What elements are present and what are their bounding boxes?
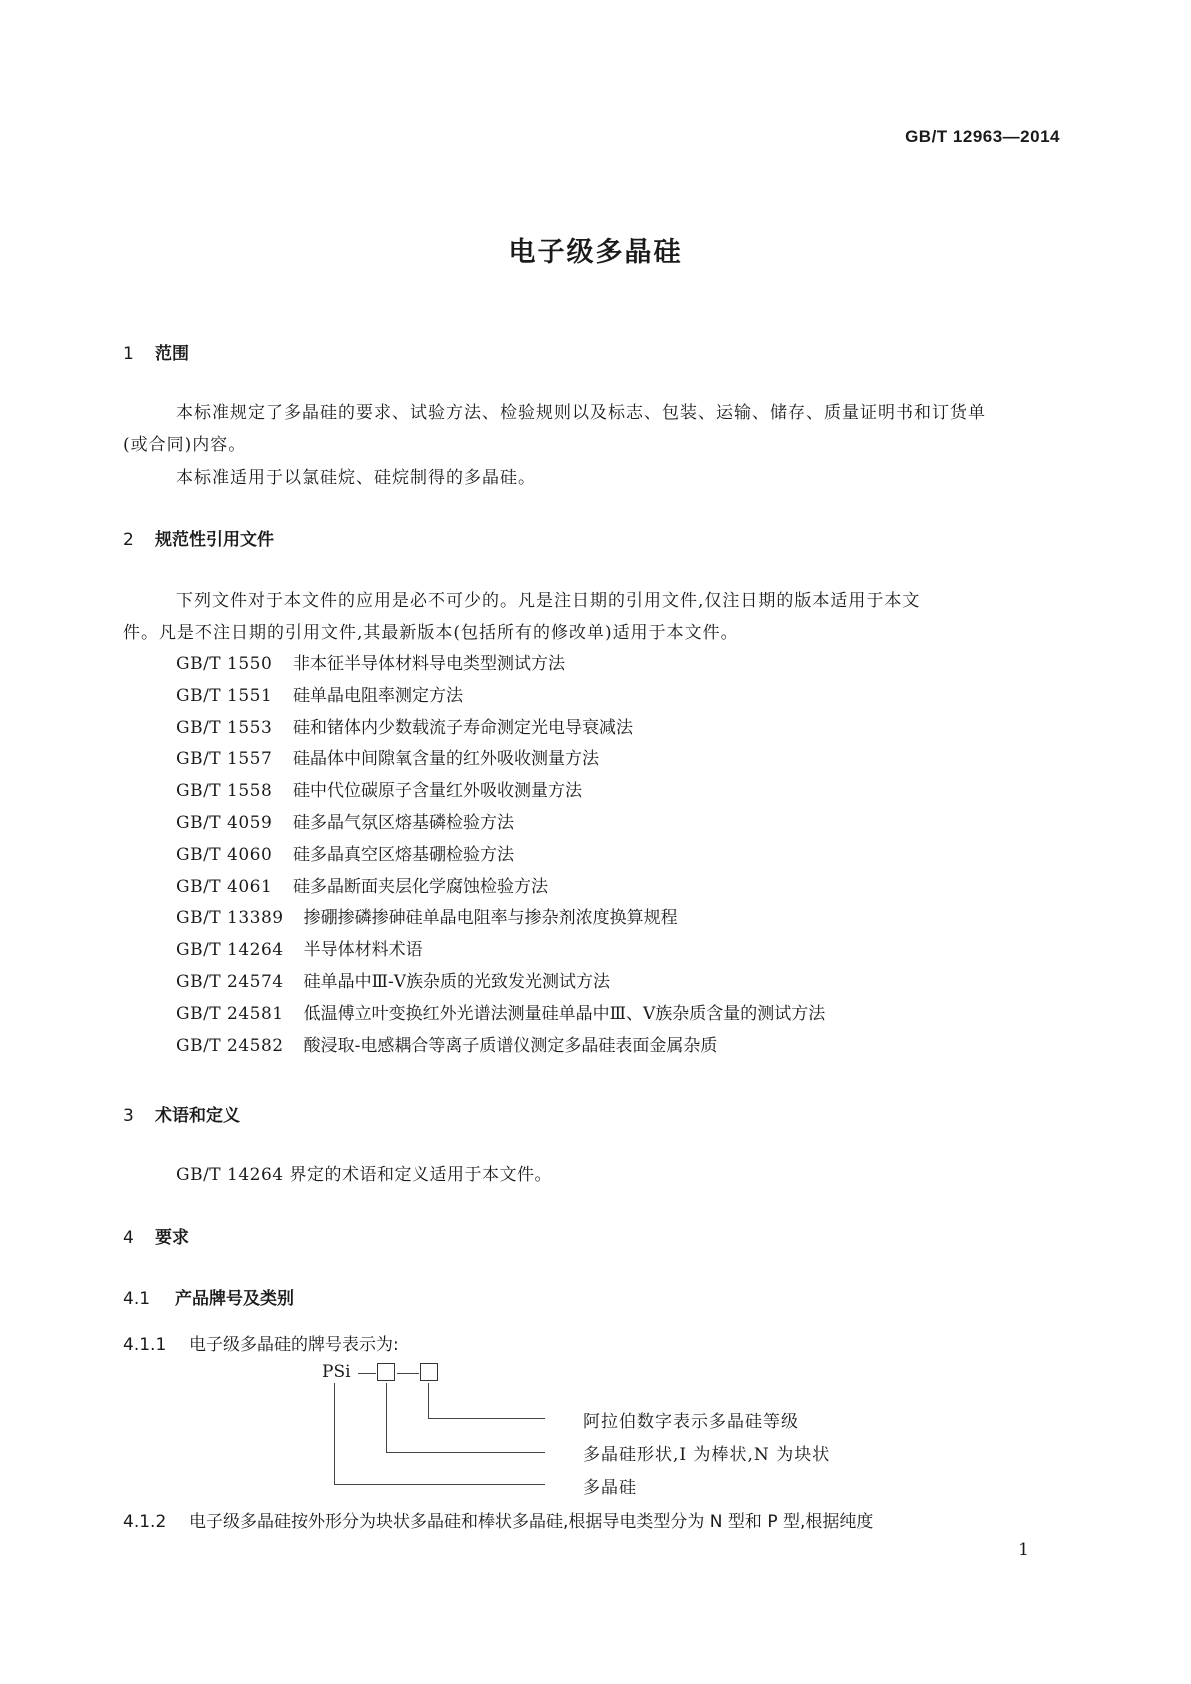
reference-code: GB/T 1558 xyxy=(176,781,273,801)
section-1-paragraph-2: 本标准适用于以氯硅烷、硅烷制得的多晶硅。 xyxy=(176,468,536,488)
leader-line-material-vertical xyxy=(334,1383,335,1485)
shape-code-box xyxy=(377,1363,395,1381)
section-2-paragraph-line-2: 件。凡是不注日期的引用文件,其最新版本(包括所有的修改单)适用于本文件。 xyxy=(123,623,739,643)
reference-title: 硅中代位碳原子含量红外吸收测量方法 xyxy=(293,781,582,801)
reference-item xyxy=(176,681,463,706)
dash-connector xyxy=(358,1373,376,1374)
reference-item xyxy=(176,744,599,769)
section-1-paragraph-1-line-1: 本标准规定了多晶硅的要求、试验方法、检验规则以及标志、包装、运输、储存、质量证明书和订货单 xyxy=(176,403,986,423)
reference-item xyxy=(176,1031,717,1056)
reference-item xyxy=(176,872,548,897)
subsection-title: 产品牌号及类别 xyxy=(175,1289,294,1309)
clause-text: 电子级多晶硅的牌号表示为: xyxy=(189,1335,399,1355)
clause-4-1-1 xyxy=(123,1330,399,1355)
reference-title: 硅和锗体内少数载流子寿命测定光电导衰减法 xyxy=(293,718,633,738)
grade-code-box xyxy=(420,1363,438,1381)
reference-title: 硅单晶电阻率测定方法 xyxy=(293,686,463,706)
legend-grade: 阿拉伯数字表示多晶硅等级 xyxy=(583,1412,799,1432)
reference-title: 硅多晶气氛区熔基磷检验方法 xyxy=(293,813,514,833)
reference-code: GB/T 1553 xyxy=(176,718,273,738)
page-number: 1 xyxy=(1018,1540,1029,1560)
reference-title: 半导体材料术语 xyxy=(303,940,423,960)
reference-item xyxy=(176,713,633,738)
section-1-heading xyxy=(123,339,189,364)
reference-item xyxy=(176,649,565,674)
section-2-heading xyxy=(123,525,274,550)
section-title: 规范性引用文件 xyxy=(155,530,274,550)
reference-code: GB/T 4061 xyxy=(176,877,273,897)
section-number: 1 xyxy=(123,344,134,364)
document-title: 电子级多晶硅 xyxy=(508,237,683,268)
reference-item xyxy=(176,999,825,1024)
reference-item xyxy=(176,840,514,865)
section-number: 3 xyxy=(123,1106,134,1126)
clause-4-1-2 xyxy=(123,1507,873,1532)
reference-item xyxy=(176,776,582,801)
reference-title: 硅多晶真空区熔基硼检验方法 xyxy=(293,845,514,865)
reference-title: 低温傅立叶变换红外光谱法测量硅单晶中Ⅲ、Ⅴ族杂质含量的测试方法 xyxy=(303,1004,826,1024)
section-4-heading xyxy=(123,1223,189,1248)
clause-number: 4.1.2 xyxy=(123,1512,167,1532)
reference-code: GB/T 1551 xyxy=(176,686,273,706)
designation-prefix: PSi xyxy=(322,1362,351,1382)
section-3-paragraph: GB/T 14264 界定的术语和定义适用于本文件。 xyxy=(176,1165,553,1185)
reference-item xyxy=(176,903,678,928)
reference-title: 硅单晶中Ⅲ-Ⅴ族杂质的光致发光测试方法 xyxy=(303,972,611,992)
standard-number: GB/T 12963—2014 xyxy=(905,127,1060,146)
reference-title: 掺硼掺磷掺砷硅单晶电阻率与掺杂剂浓度换算规程 xyxy=(303,908,678,928)
leader-line-grade-horizontal xyxy=(428,1418,545,1419)
section-number: 2 xyxy=(123,530,134,550)
subsection-number: 4.1 xyxy=(123,1289,151,1309)
leader-line-material-horizontal xyxy=(334,1484,545,1485)
section-number: 4 xyxy=(123,1228,134,1248)
reference-code: GB/T 14264 xyxy=(176,940,284,960)
reference-title: 硅晶体中间隙氧含量的红外吸收测量方法 xyxy=(293,749,599,769)
subsection-4-1-heading xyxy=(123,1284,294,1309)
legend-material: 多晶硅 xyxy=(583,1478,637,1498)
reference-code: GB/T 24581 xyxy=(176,1004,284,1024)
clause-number: 4.1.1 xyxy=(123,1335,167,1355)
reference-code: GB/T 24582 xyxy=(176,1036,284,1056)
reference-title: 酸浸取-电感耦合等离子质谱仪测定多晶硅表面金属杂质 xyxy=(303,1036,718,1056)
section-1-paragraph-1-line-2: (或合同)内容。 xyxy=(123,435,247,455)
leader-line-shape-vertical xyxy=(386,1383,387,1453)
reference-code: GB/T 4059 xyxy=(176,813,273,833)
reference-item xyxy=(176,935,423,960)
reference-code: GB/T 13389 xyxy=(176,908,284,928)
reference-item xyxy=(176,808,514,833)
reference-code: GB/T 1550 xyxy=(176,654,273,674)
dash-connector xyxy=(397,1373,419,1374)
clause-text: 电子级多晶硅按外形分为块状多晶硅和棒状多晶硅,根据导电类型分为 N 型和 P 型,根据纯度 xyxy=(189,1512,874,1532)
section-title: 范围 xyxy=(155,344,189,364)
reference-code: GB/T 4060 xyxy=(176,845,273,865)
section-title: 术语和定义 xyxy=(155,1106,240,1126)
leader-line-shape-horizontal xyxy=(386,1452,545,1453)
reference-code: GB/T 24574 xyxy=(176,972,284,992)
reference-item xyxy=(176,967,610,992)
section-2-paragraph-line-1: 下列文件对于本文件的应用是必不可少的。凡是注日期的引用文件,仅注日期的版本适用于本文 xyxy=(176,591,921,611)
reference-title: 非本征半导体材料导电类型测试方法 xyxy=(293,654,565,674)
leader-line-grade-vertical xyxy=(428,1383,429,1419)
legend-shape: 多晶硅形状,I 为棒状,N 为块状 xyxy=(583,1445,831,1465)
section-title: 要求 xyxy=(155,1228,189,1248)
reference-code: GB/T 1557 xyxy=(176,749,273,769)
reference-title: 硅多晶断面夹层化学腐蚀检验方法 xyxy=(293,877,548,897)
section-3-heading xyxy=(123,1101,240,1126)
